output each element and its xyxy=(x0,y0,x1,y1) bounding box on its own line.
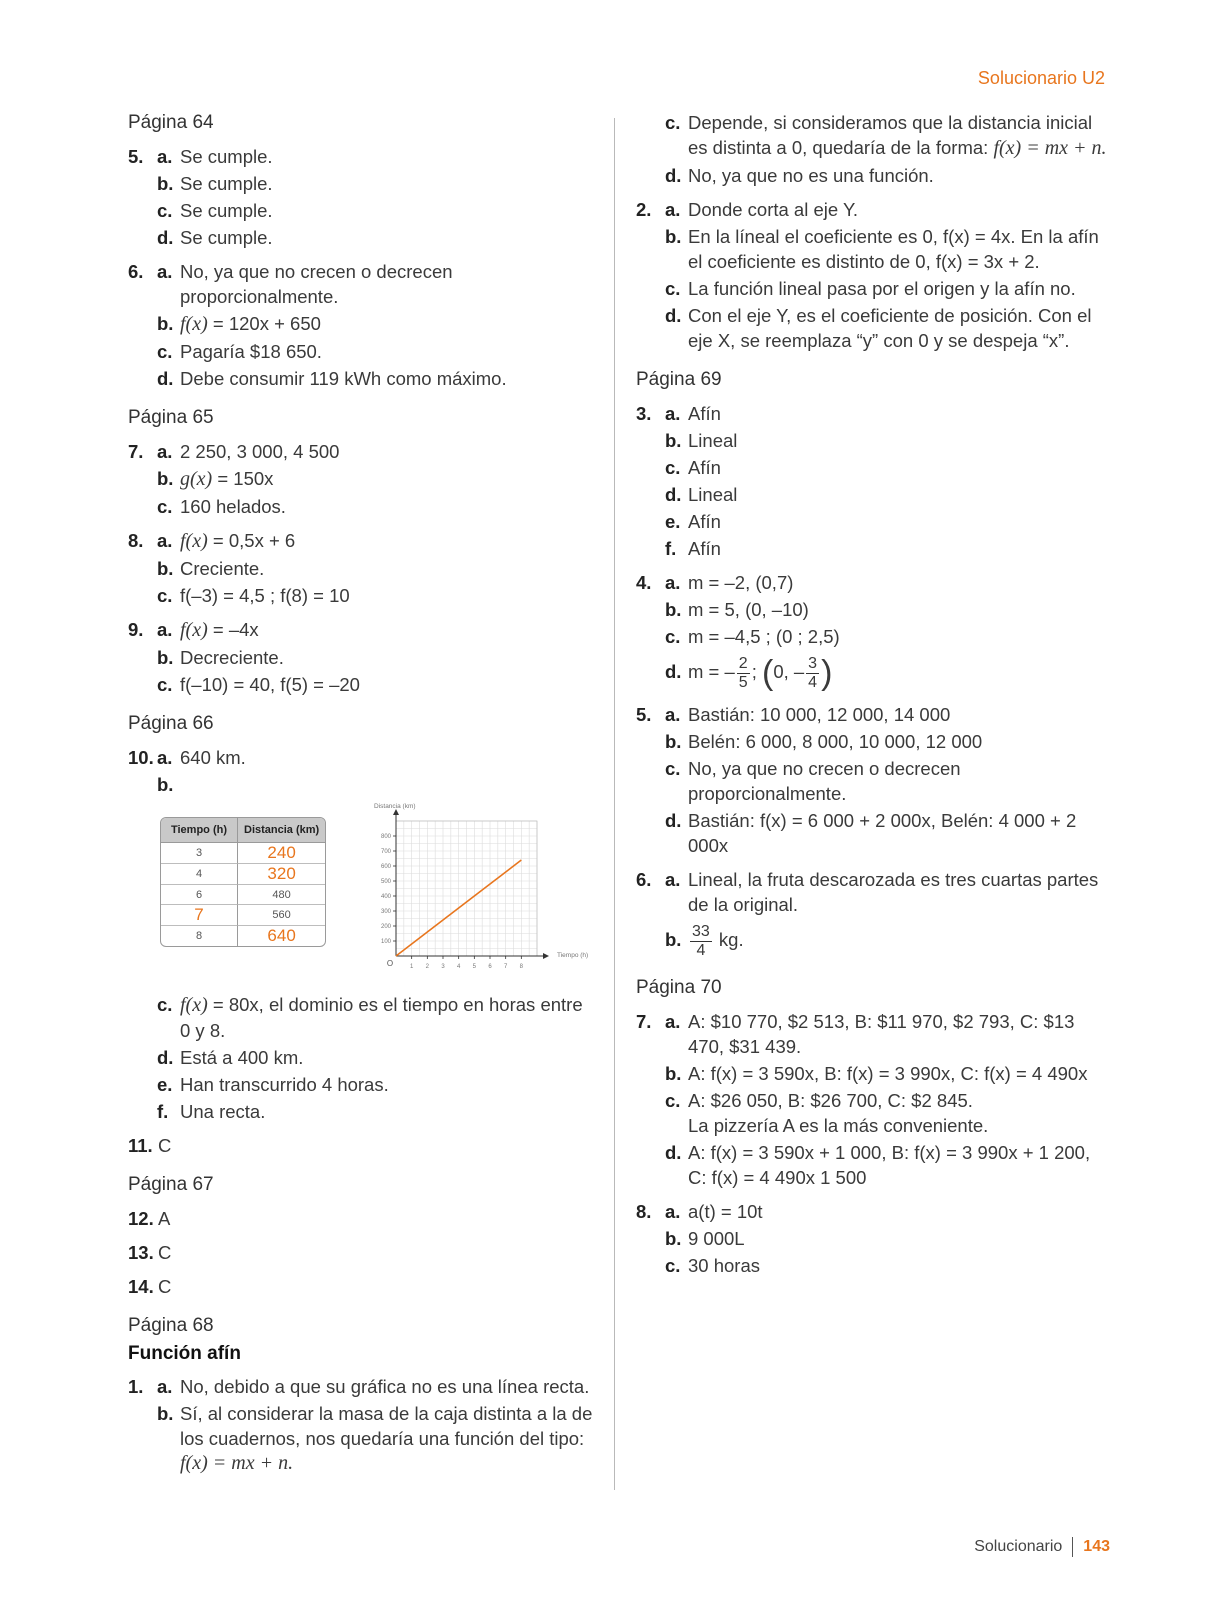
origin-label: O xyxy=(386,959,394,968)
item-letter: c. xyxy=(157,674,173,695)
question-6 xyxy=(128,259,598,391)
item-letter: c. xyxy=(157,496,173,517)
right-column xyxy=(636,110,1111,1287)
item-letter: c. xyxy=(665,758,681,779)
column-divider xyxy=(614,118,615,1490)
question-1-continued xyxy=(636,110,1111,188)
chart-svg xyxy=(370,795,610,985)
question-number: 7. xyxy=(636,1011,652,1032)
table-cell: 6 xyxy=(161,885,238,905)
answer-text: Se cumple. xyxy=(180,227,273,248)
question-3 xyxy=(636,401,1111,561)
item-letter: a. xyxy=(157,747,173,768)
question-number: 8. xyxy=(636,1201,652,1222)
question-number: 9. xyxy=(128,619,144,640)
item-letter: c. xyxy=(665,278,681,299)
answer-text: Bastián: 10 000, 12 000, 14 000 xyxy=(688,704,951,725)
function-expression: f(x) = mx + n. xyxy=(180,1452,294,1474)
item-letter: f. xyxy=(665,538,677,559)
answer-text: = 0,5x + 6 xyxy=(207,530,296,551)
function-expression: g(x) xyxy=(180,468,213,490)
answer-text: 640 km. xyxy=(180,747,246,768)
question-5-right xyxy=(636,702,1111,858)
answer-text: 160 helados. xyxy=(180,496,286,517)
x-axis-arrow xyxy=(543,953,549,959)
question-14 xyxy=(128,1274,598,1299)
page-heading-68: Página 68 xyxy=(128,1315,214,1336)
table-row xyxy=(161,864,325,885)
numerator: 33 xyxy=(692,922,710,940)
answer-text: = 150x xyxy=(212,468,274,489)
question-9 xyxy=(128,617,598,697)
table-cell: 320 xyxy=(238,864,325,885)
page-heading-65: Página 65 xyxy=(128,407,214,428)
item-letter: d. xyxy=(665,165,682,186)
table-cell: 7 xyxy=(161,905,238,926)
answer-text: Se cumple. xyxy=(180,173,273,194)
item-letter: b. xyxy=(665,929,682,950)
answer-text: No, ya que no es una función. xyxy=(688,165,934,186)
fraction xyxy=(737,655,750,692)
answer-text: Creciente. xyxy=(180,558,265,579)
item-letter: b. xyxy=(157,173,174,194)
table-cell: 4 xyxy=(161,864,238,885)
item-letter: b. xyxy=(157,558,174,579)
denominator: 5 xyxy=(738,673,748,691)
answer-text: Afín xyxy=(688,538,721,559)
page-heading-67: Página 67 xyxy=(128,1174,214,1195)
answer-text: Afín xyxy=(688,403,721,424)
item-letter: d. xyxy=(665,305,682,326)
item-letter: d. xyxy=(665,1142,682,1163)
item-letter: d. xyxy=(665,484,682,505)
table-row xyxy=(161,926,325,946)
paren: ( xyxy=(761,654,774,693)
question-2 xyxy=(636,197,1111,353)
x-tick-label: 8 xyxy=(519,964,524,970)
answer-text: = 80x, el dominio es el tiempo en horas entre 0 y 8. xyxy=(180,994,583,1041)
y-tick-label: 600 xyxy=(380,864,391,870)
item-letter: d. xyxy=(665,810,682,831)
answer-text: A: $10 770, $2 513, B: $11 970, $2 793, C: $13 470, $31 439. xyxy=(688,1011,1075,1057)
answer-text: Se cumple. xyxy=(180,146,273,167)
y-tick-label: 700 xyxy=(380,849,391,855)
numerator: 3 xyxy=(808,654,818,672)
item-letter: c. xyxy=(665,1255,681,1276)
page-heading-69: Página 69 xyxy=(636,369,722,390)
x-tick-label: 3 xyxy=(441,964,445,970)
answer-text: m = –2, (0,7) xyxy=(688,572,794,593)
answer-text: Debe consumir 119 kWh como máximo. xyxy=(180,368,507,389)
answer-text: kg. xyxy=(713,929,744,950)
answer-text: Se cumple. xyxy=(180,200,273,221)
question-number: 1. xyxy=(128,1376,144,1397)
question-number: 8. xyxy=(128,530,144,551)
answer-text: La pizzería A es la más conveniente. xyxy=(688,1115,989,1136)
x-tick-label: 1 xyxy=(409,964,414,970)
question-7 xyxy=(128,439,598,519)
item-letter: f. xyxy=(157,1101,169,1122)
answer-text: Está a 400 km. xyxy=(180,1047,304,1068)
denominator: 4 xyxy=(808,673,818,691)
item-letter: c. xyxy=(665,457,681,478)
item-letter: c. xyxy=(157,994,173,1015)
item-letter: c. xyxy=(665,112,681,133)
table-cell: 560 xyxy=(238,905,325,926)
answer-text: Depende, si consideramos que la distancia inicial es distinta a 0, quedaría de la forma: xyxy=(688,112,1093,158)
table-cell: 3 xyxy=(161,843,238,864)
page-footer xyxy=(974,1537,1110,1557)
y-tick-label: 400 xyxy=(380,894,391,900)
item-letter: b. xyxy=(157,647,174,668)
answer-text: Donde corta al eje Y. xyxy=(688,199,859,220)
answer-text: = –4x xyxy=(207,619,259,640)
item-letter: a. xyxy=(665,1011,681,1032)
x-axis-title: Tiempo (h) xyxy=(557,952,589,959)
item-letter: b. xyxy=(157,774,174,795)
answer-text: Pagaría $18 650. xyxy=(180,341,322,362)
question-5 xyxy=(128,144,598,250)
item-letter: a. xyxy=(665,869,681,890)
question-number: 10. xyxy=(128,747,154,768)
item-letter: d. xyxy=(665,661,682,682)
y-tick-label: 200 xyxy=(380,924,391,930)
answer-text: Lineal xyxy=(688,430,738,451)
page-heading-64: Página 64 xyxy=(128,112,214,133)
x-tick-label: 4 xyxy=(456,964,461,970)
item-letter: e. xyxy=(157,1074,173,1095)
item-letter: d. xyxy=(157,227,174,248)
answer-text: A xyxy=(158,1208,171,1229)
question-number: 2. xyxy=(636,199,652,220)
answer-text: 9 000L xyxy=(688,1228,745,1249)
question-number: 6. xyxy=(636,869,652,890)
y-axis-title: Distancia (km) xyxy=(374,803,416,810)
table-row xyxy=(161,905,325,926)
paren: ) xyxy=(821,654,833,693)
item-letter: a. xyxy=(665,572,681,593)
answer-text: Decreciente. xyxy=(180,647,284,668)
item-letter: c. xyxy=(157,200,173,221)
fraction xyxy=(690,923,712,960)
y-tick-label: 300 xyxy=(380,909,391,915)
answer-text: A: f(x) = 3 590x, B: f(x) = 3 990x, C: f(x) = 4 490x xyxy=(688,1063,1088,1084)
answer-text: 2 250, 3 000, 4 500 xyxy=(180,441,340,462)
answer-text: En la líneal el coeficiente es 0, f(x) = 4x. En la afín el coeficiente es distinto de 0, f(x) = 3x + 2. xyxy=(688,226,1099,272)
answer-text: C xyxy=(158,1276,172,1297)
question-6-right xyxy=(636,867,1111,961)
numerator: 2 xyxy=(738,654,748,672)
item-letter: b. xyxy=(665,599,682,620)
question-11 xyxy=(128,1133,598,1158)
item-letter: b. xyxy=(665,1063,682,1084)
table-header: Distancia (km) xyxy=(238,818,325,843)
item-letter: a. xyxy=(157,1376,173,1397)
item-letter: b. xyxy=(157,1403,174,1424)
page-heading-66: Página 66 xyxy=(128,713,214,734)
item-letter: a. xyxy=(157,261,173,282)
y-tick-label: 800 xyxy=(380,834,391,840)
item-letter: b. xyxy=(665,430,682,451)
function-expression: f(x) xyxy=(180,619,208,641)
answer-text: f(–3) = 4,5 ; f(8) = 10 xyxy=(180,585,350,606)
question-8-right xyxy=(636,1199,1111,1278)
item-letter: c. xyxy=(665,1090,681,1111)
question-1 xyxy=(128,1374,598,1476)
answer-text: = 120x + 650 xyxy=(207,313,321,334)
table-cell: 480 xyxy=(238,885,325,905)
question-number: 4. xyxy=(636,572,652,593)
answer-text: No, ya que no crecen o decrecen proporcionalmente. xyxy=(688,758,961,804)
answer-text: a(t) = 10t xyxy=(688,1201,763,1222)
answer-text: C xyxy=(158,1242,172,1263)
question-number: 5. xyxy=(128,146,144,167)
answer-text: C xyxy=(158,1135,172,1156)
answer-text: A: $26 050, B: $26 700, C: $2 845. xyxy=(688,1090,973,1111)
function-expression: f(x) = mx + n. xyxy=(993,137,1107,159)
answer-text: La función lineal pasa por el origen y la afín no. xyxy=(688,278,1076,299)
item-letter: a. xyxy=(665,704,681,725)
section-header: Solucionario U2 xyxy=(977,68,1105,88)
item-letter: b. xyxy=(665,1228,682,1249)
function-expression: f(x) xyxy=(180,994,208,1016)
question-12 xyxy=(128,1206,598,1231)
item-letter: a. xyxy=(157,146,173,167)
table-cell: 240 xyxy=(238,843,325,864)
item-letter: c. xyxy=(665,626,681,647)
x-tick-label: 2 xyxy=(425,964,430,970)
item-letter: b. xyxy=(157,313,174,334)
question-number: 6. xyxy=(128,261,144,282)
table-header: Tiempo (h) xyxy=(161,818,238,843)
answer-text: No, ya que no crecen o decrecen proporcionalmente. xyxy=(180,261,453,307)
function-expression: f(x) xyxy=(180,530,208,552)
answer-text: 30 horas xyxy=(688,1255,760,1276)
question-number: 13. xyxy=(128,1242,154,1263)
page-number: 143 xyxy=(1083,1538,1110,1556)
question-number: 5. xyxy=(636,704,652,725)
question-number: 7. xyxy=(128,441,144,462)
answer-text: Lineal, la fruta descarozada es tres cuartas partes de la original. xyxy=(688,869,1099,915)
denominator: 4 xyxy=(696,941,706,959)
question-13 xyxy=(128,1240,598,1265)
item-letter: b. xyxy=(157,468,174,489)
answer-text: m = – xyxy=(688,661,735,682)
x-tick-label: 6 xyxy=(488,964,492,970)
item-letter: d. xyxy=(157,368,174,389)
item-letter: a. xyxy=(157,441,173,462)
answer-text: Afín xyxy=(688,457,721,478)
question-7-right xyxy=(636,1009,1111,1190)
answer-text: f(–10) = 40, f(5) = –20 xyxy=(180,674,360,695)
item-letter: a. xyxy=(665,403,681,424)
page-heading-70: Página 70 xyxy=(636,977,722,998)
question-8 xyxy=(128,528,598,608)
question-number: 11. xyxy=(128,1135,153,1156)
answer-text: Lineal xyxy=(688,484,738,505)
x-tick-label: 7 xyxy=(503,964,508,970)
footer-separator xyxy=(1072,1537,1073,1557)
item-letter: a. xyxy=(665,199,681,220)
y-tick-label: 500 xyxy=(380,879,391,885)
table-row xyxy=(161,885,325,905)
footer-label: Solucionario xyxy=(974,1538,1063,1556)
item-letter: b. xyxy=(665,731,682,752)
item-letter: a. xyxy=(665,1201,681,1222)
x-tick-label: 5 xyxy=(472,964,477,970)
table-cell: 640 xyxy=(267,926,296,945)
answer-text: Sí, al considerar la masa de la caja distinta a la de los cuadernos, nos quedaría una función del tipo: xyxy=(180,1403,593,1449)
y-tick-label: 100 xyxy=(380,939,391,945)
answer-text: ; xyxy=(751,661,762,682)
answer-text: Afín xyxy=(688,511,721,532)
answer-text: Con el eje Y, es el coeficiente de posición. Con el eje X, se reemplaza “y” con 0 y se despeja “x”. xyxy=(688,305,1092,351)
table-cell: 8 xyxy=(161,926,238,946)
answer-text: Han transcurrido 4 horas. xyxy=(180,1074,389,1095)
question-4 xyxy=(636,570,1111,693)
item-letter: a. xyxy=(157,619,173,640)
item-letter: d. xyxy=(157,1047,174,1068)
question-number: 3. xyxy=(636,403,652,424)
item-letter: a. xyxy=(157,530,173,551)
answer-text: Belén: 6 000, 8 000, 10 000, 12 000 xyxy=(688,731,983,752)
item-letter: e. xyxy=(665,511,681,532)
fraction xyxy=(806,655,819,692)
question-number: 14. xyxy=(128,1276,154,1297)
answer-text: A: f(x) = 3 590x + 1 000, B: f(x) = 3 990x + 1 200, C: f(x) = 4 490x 1 500 xyxy=(688,1142,1091,1188)
answer-text: Bastián: f(x) = 6 000 + 2 000x, Belén: 4 000 + 2 000x xyxy=(688,810,1077,856)
item-letter: b. xyxy=(665,226,682,247)
answer-text: Una recta. xyxy=(180,1101,266,1122)
question-number: 12. xyxy=(128,1208,154,1229)
answer-text: m = –4,5 ; (0 ; 2,5) xyxy=(688,626,840,647)
item-letter: c. xyxy=(157,341,173,362)
answer-text: No, debido a que su gráfica no es una línea recta. xyxy=(180,1376,590,1397)
function-expression: f(x) xyxy=(180,313,208,335)
answer-text: m = 5, (0, –10) xyxy=(688,599,809,620)
distance-time-chart xyxy=(370,795,610,990)
answer-text: 0, – xyxy=(773,661,805,682)
table-row xyxy=(161,843,325,864)
item-letter: c. xyxy=(157,585,173,606)
section-title: Función afín xyxy=(128,1343,241,1364)
distance-table xyxy=(160,817,326,947)
